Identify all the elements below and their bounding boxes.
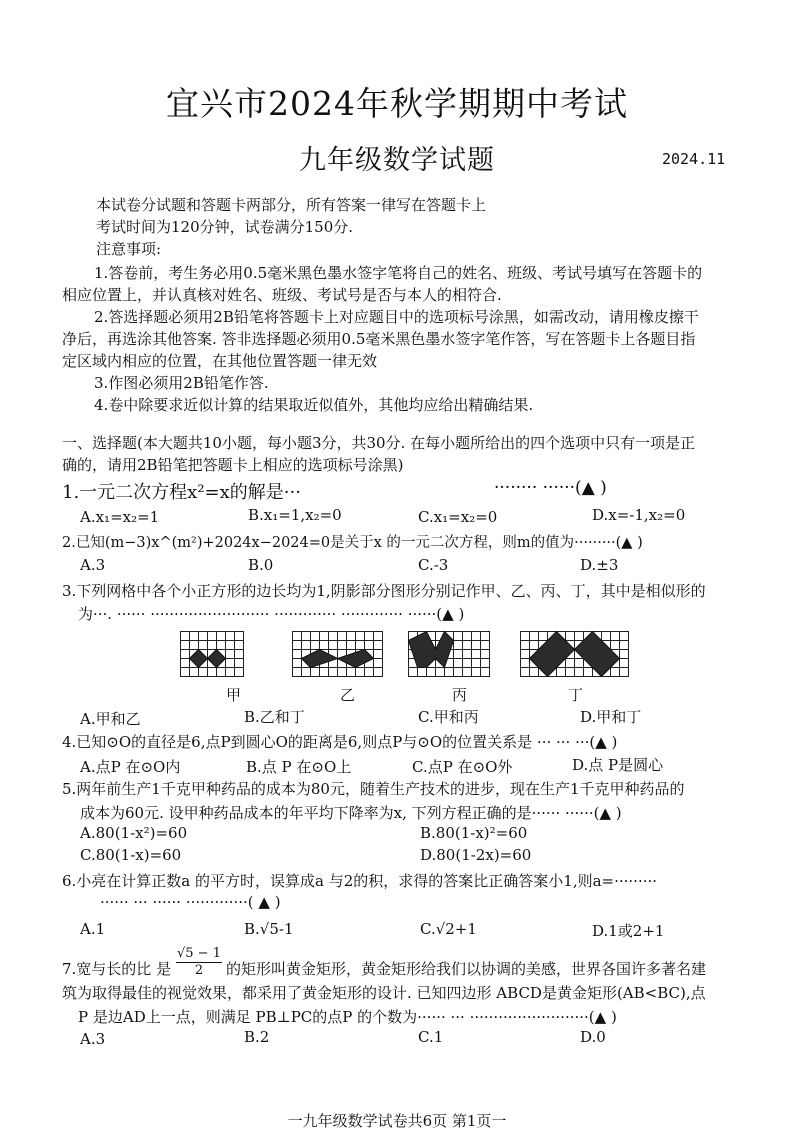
q5-option-c: C.80(1-x)=60 bbox=[80, 846, 182, 864]
q3-label-ding: 丁 bbox=[568, 686, 584, 704]
q3-option-a: A.甲和乙 bbox=[80, 710, 141, 728]
exam-subtitle: 九年级数学试题 bbox=[299, 145, 495, 176]
exam-date: 2024.11 bbox=[662, 150, 726, 168]
q3-option-d: D.甲和丁 bbox=[580, 708, 642, 726]
q7-fraction bbox=[176, 946, 222, 978]
q5-option-d: D.80(1-2x)=60 bbox=[420, 846, 532, 864]
q1-dots: ········ ······(▲ ) bbox=[494, 478, 607, 498]
q7-option-b: B.2 bbox=[244, 1028, 270, 1046]
note-2b: 净后，再选涂其他答案. 答非选择题必须用0.5毫米黑色墨水签字笔作答，写在答题卡上各题目指 bbox=[62, 330, 696, 348]
q1-option-d: D.x=-1,x₂=0 bbox=[592, 506, 686, 524]
q4-option-b: B.点 P 在⊙O上 bbox=[246, 758, 352, 776]
q6-option-b: B.√5-1 bbox=[244, 920, 294, 938]
grid-bing-shaded-shape bbox=[409, 632, 454, 668]
q7-option-c: C.1 bbox=[418, 1028, 444, 1046]
q3-stem-2: 为···. ······ ························· ············· ············· ······(▲ ) bbox=[78, 605, 465, 623]
q3-label-jia: 甲 bbox=[226, 686, 242, 704]
q4-option-c: C.点P 在⊙O外 bbox=[412, 758, 513, 776]
grid-yi bbox=[293, 632, 383, 677]
q3-option-b: B.乙和丁 bbox=[244, 708, 305, 726]
q2-option-b: B.0 bbox=[248, 556, 274, 574]
q1-stem: 1.一元二次方程x²=x的解是··· bbox=[62, 482, 301, 503]
q4-option-d: D.点 P是圆心 bbox=[572, 756, 664, 774]
q6-option-c: C.√2+1 bbox=[420, 920, 477, 938]
notes-title: 注意事项: bbox=[96, 240, 162, 258]
note-1b: 相应位置上，并认真核对姓名、班级、考试号是否与本人的相符合. bbox=[62, 286, 502, 304]
q2-stem: 2.已知(m−3)x^(m²)+2024x−2024=0是关于x 的一元二次方程，则m的值为·········(▲ ) bbox=[62, 535, 643, 551]
exam-title: 宜兴市2024年秋学期期中考试 bbox=[166, 84, 628, 123]
q1-option-b: B.x₁=1,x₂=0 bbox=[248, 506, 342, 524]
q7-option-a: A.3 bbox=[80, 1030, 106, 1048]
grid-jia bbox=[181, 632, 244, 677]
q7-stem-pre: 7.宽与长的比 是 bbox=[62, 960, 172, 978]
q6-option-a: A.1 bbox=[80, 920, 106, 938]
q3-grid-figures bbox=[180, 625, 720, 681]
q6-stem-2: ······ ··· ······ ·············( ▲ ) bbox=[100, 893, 281, 911]
q4-stem: 4.已知⊙O的直径是6,点P到圆心O的距离是6,则点P与⊙O的位置关系是 ··· ··· ···(▲ ) bbox=[62, 733, 618, 751]
note-4: 4.卷中除要求近似计算的结果取近似值外，其他均应给出精确结果. bbox=[94, 396, 534, 414]
grid-ding bbox=[521, 632, 629, 677]
q7-stem-post: 的矩形叫黄金矩形，黄金矩形给我们以协调的美感，世界各国许多著名建 bbox=[226, 960, 707, 978]
page-footer: 一九年级数学试卷共6页 第1页一 bbox=[287, 1112, 507, 1130]
q5-option-a: A.80(1-x²)=60 bbox=[80, 824, 188, 842]
grid-bing bbox=[409, 632, 490, 677]
q2-option-c: C.-3 bbox=[418, 556, 449, 574]
q1-option-a: A.x₁=x₂=1 bbox=[80, 508, 160, 526]
q1-option-c: C.x₁=x₂=0 bbox=[418, 508, 498, 526]
q7-stem-2: 筑为取得最佳的视觉效果，都采用了黄金矩形的设计. 已知四边形 ABCD是黄金矩形(AB<BC),点 bbox=[62, 984, 706, 1002]
q4-option-a: A.点P 在⊙O内 bbox=[80, 758, 181, 776]
q3-option-c: C.甲和丙 bbox=[418, 708, 479, 726]
section-1-line-2: 确的，请用2B铅笔把答题卡上相应的选项标号涂黑) bbox=[62, 456, 404, 474]
q5-stem-1: 5.两年前生产1千克甲种药品的成本为80元，随着生产技术的进步，现在生产1千克甲种药品的 bbox=[62, 780, 685, 798]
q5-option-b: B.80(1-x)²=60 bbox=[420, 824, 528, 842]
note-2a: 2.答选择题必须用2B铅笔将答题卡上对应题目中的选项标号涂黑，如需改动，请用橡皮擦干 bbox=[94, 308, 699, 326]
q7-fraction-denominator: 2 bbox=[194, 963, 204, 978]
q6-option-d: D.1或2+1 bbox=[592, 922, 665, 940]
note-1a: 1.答卷前，考生务必用0.5毫米黑色墨水签字笔将自己的姓名、班级、考试号填写在答题卡的 bbox=[94, 264, 703, 282]
q7-fraction-numerator: √5 − 1 bbox=[177, 946, 221, 961]
q6-stem-1: 6.小亮在计算正数a 的平方时，误算成a 与2的积，求得的答案比正确答案小1,则a=········· bbox=[62, 872, 658, 890]
intro-line-1: 本试卷分试题和答题卡两部分，所有答案一律写在答题卡上 bbox=[96, 196, 487, 214]
note-2c: 定区域内相应的位置，在其他位置答题一律无效 bbox=[62, 352, 378, 370]
q2-option-a: A.3 bbox=[80, 556, 106, 574]
q3-label-yi: 乙 bbox=[340, 686, 356, 704]
q3-label-bing: 丙 bbox=[452, 686, 468, 704]
section-1-line-1: 一、选择题(本大题共10小题，每小题3分，共30分. 在每小题所给出的四个选项中只有一项是正 bbox=[62, 434, 696, 452]
q3-stem: 3.下列网格中各个小正方形的边长均为1,阴影部分图形分别记作甲、乙、丙、丁，其中是相似形的 bbox=[62, 582, 706, 600]
note-3: 3.作图必须用2B铅笔作答. bbox=[94, 374, 269, 392]
q2-option-d: D.±3 bbox=[580, 556, 619, 574]
intro-line-2: 考试时间为120分钟，试卷满分150分. bbox=[96, 218, 354, 236]
q7-option-d: D.0 bbox=[580, 1028, 606, 1046]
q5-stem-2: 成本为60元. 设甲种药品成本的年平均下降率为x, 下列方程正确的是······ ······(▲ ) bbox=[80, 804, 622, 822]
q7-stem-3: P 是边AD上一点，则满足 PB⊥PC的点P 的个数为······ ··· ·························(▲ ) bbox=[78, 1008, 617, 1026]
